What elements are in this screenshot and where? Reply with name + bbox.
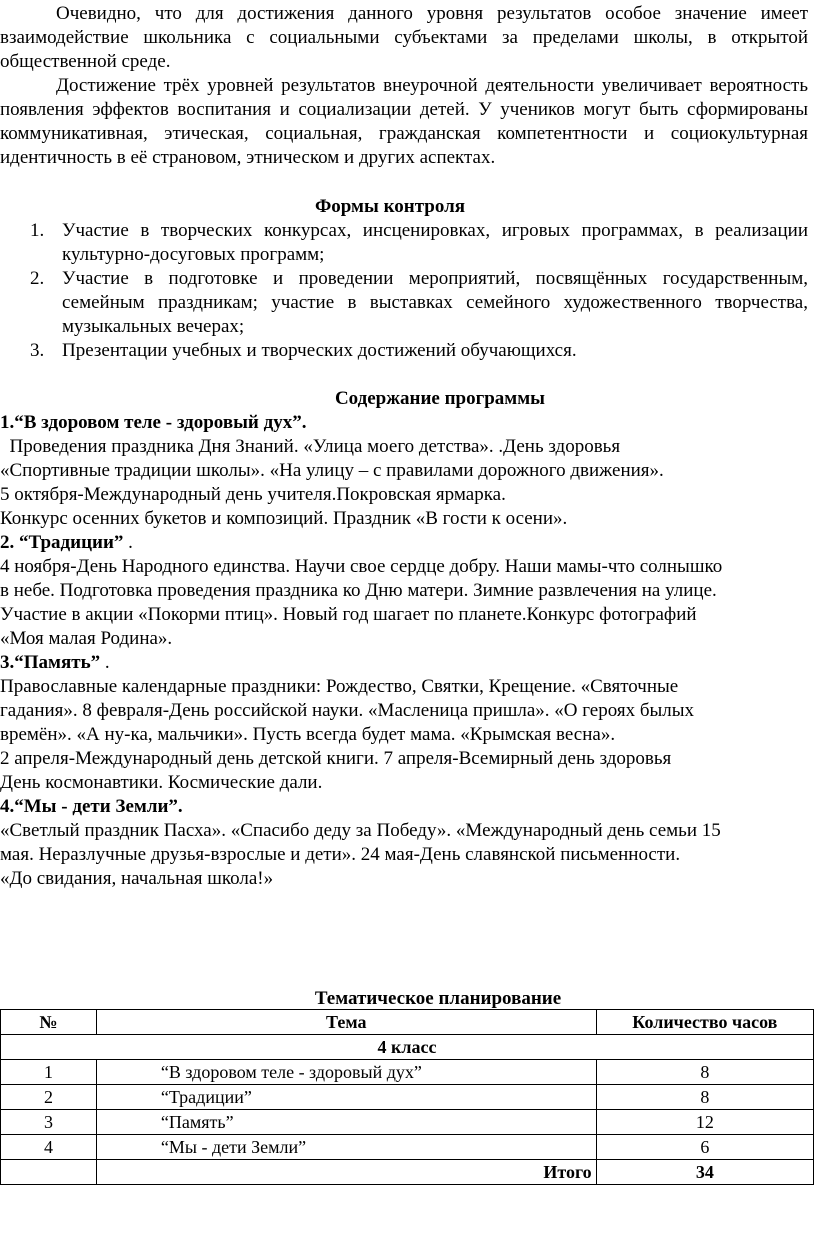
section-3-line: времён». «А ну-ка, мальчики». Пусть всегда будет мама. «Крымская весна».	[0, 724, 616, 745]
section-3-title: 3.“Память”	[0, 652, 101, 673]
section-1-line: Проведения праздника Дня Знаний. «Улица моего детства». .День здоровья	[0, 436, 621, 457]
row-hours: 6	[596, 1135, 813, 1160]
header-num: №	[1, 1010, 97, 1035]
list-item-number: 3.	[30, 340, 45, 361]
section-3-heading-line	[0, 651, 808, 675]
row-hours: 8	[596, 1085, 813, 1110]
row-hours: 8	[596, 1060, 813, 1085]
list-item-text: Участие в творческих конкурсах, инсценировках, игровых программах, в реализации культурно-досуговых программ;	[62, 220, 808, 265]
forms-heading: Формы контроля	[314, 196, 466, 217]
row-num: 2	[1, 1085, 97, 1110]
list-item-number: 2.	[30, 268, 45, 289]
list-item-number: 1.	[30, 220, 45, 241]
list-item-text: Презентации учебных и творческих достижений обучающихся.	[62, 340, 577, 361]
section-3-title-tail: .	[100, 652, 110, 673]
table-total-row	[1, 1160, 814, 1185]
table-group-row	[1, 1035, 814, 1060]
table-row	[1, 1060, 814, 1085]
row-topic: “Традиции”	[96, 1085, 596, 1110]
table-row	[1, 1085, 814, 1110]
section-1-line: 5 октября-Международный день учителя.Покровская ярмарка.	[0, 484, 506, 505]
list-item	[0, 267, 808, 339]
section-2-line: в небе. Подготовка проведения праздника ко Дню матери. Зимние развлечения на улице.	[0, 580, 717, 601]
list-item	[0, 339, 808, 363]
section-4-line: мая. Неразлучные друзья-взрослые и дети». 24 мая-День славянской письменности.	[0, 844, 681, 865]
intro-paragraph-1: Очевидно, что для достижения данного уровня результатов особое значение имеет взаимодействие школьника с социальными субъектами за пределами школы, в открытой общественной среде.	[0, 3, 808, 72]
plan-heading: Тематическое планирование	[314, 988, 562, 1009]
table-header-row	[1, 1010, 814, 1035]
section-4-line: «До свидания, начальная школа!»	[0, 868, 274, 889]
total-value: 34	[596, 1160, 813, 1185]
section-3-line: Православные календарные праздники: Рождество, Святки, Крещение. «Святочные	[0, 676, 679, 697]
section-2-line: Участие в акции «Покорми птиц». Новый год шагает по планете.Конкурс фотографий	[0, 604, 697, 625]
section-2-heading-line	[0, 531, 808, 555]
program-content	[0, 411, 808, 891]
intro-paragraph-2: Достижение трёх уровней результатов внеурочной деятельности увеличивает вероятность появления эффектов воспитания и социализации детей. У учеников могут быть сформированы коммуникативная, этическая, социальная, гражданская компетентности и социокультурная идентичность в её страновом, этническом и других аспектах.	[0, 75, 808, 168]
table-row	[1, 1110, 814, 1135]
forms-list	[0, 219, 808, 363]
plan-table	[0, 1009, 814, 1185]
section-1-line: «Спортивные традиции школы». «На улицу – с правилами дорожного движения».	[0, 460, 664, 481]
class-group-label: 4 класс	[1, 1035, 814, 1060]
section-2-title-tail: .	[123, 532, 133, 553]
header-hours: Количество часов	[596, 1010, 813, 1035]
list-item	[0, 219, 808, 267]
section-4-title: 4.“Мы - дети Земли”.	[0, 796, 183, 817]
header-topic: Тема	[96, 1010, 596, 1035]
total-empty-cell	[1, 1160, 97, 1185]
row-num: 4	[1, 1135, 97, 1160]
section-3-line: День космонавтики. Космические дали.	[0, 772, 323, 793]
row-topic: “В здоровом теле - здоровый дух”	[96, 1060, 596, 1085]
table-row	[1, 1135, 814, 1160]
content-heading: Содержание программы	[334, 388, 546, 409]
section-1-line: Конкурс осенних букетов и композиций. Праздник «В гости к осени».	[0, 508, 568, 529]
section-1-title: 1.“В здоровом теле - здоровый дух”.	[0, 412, 307, 433]
section-3-line: 2 апреля-Международный день детской книги. 7 апреля-Всемирный день здоровья	[0, 748, 672, 769]
row-num: 1	[1, 1060, 97, 1085]
row-num: 3	[1, 1110, 97, 1135]
row-hours: 12	[596, 1110, 813, 1135]
total-label: Итого	[96, 1160, 596, 1185]
row-topic: “Память”	[96, 1110, 596, 1135]
section-4-line: «Светлый праздник Пасха». «Спасибо деду за Победу». «Международный день семьи 15	[0, 820, 721, 841]
section-3-line: гадания». 8 февраля-День российской науки. «Масленица пришла». «О героях былых	[0, 700, 695, 721]
section-2-title: 2. “Традиции”	[0, 532, 124, 553]
row-topic: “Мы - дети Земли”	[96, 1135, 596, 1160]
list-item-text: Участие в подготовке и проведении мероприятий, посвящённых государственным, семейным праздникам; участие в выставках семейного художественного творчества, музыкальных вечерах;	[62, 268, 808, 337]
section-2-line: «Моя малая Родина».	[0, 628, 173, 649]
section-2-line: 4 ноября-День Народного единства. Научи свое сердце добру. Наши мамы-что солнышко	[0, 556, 723, 577]
